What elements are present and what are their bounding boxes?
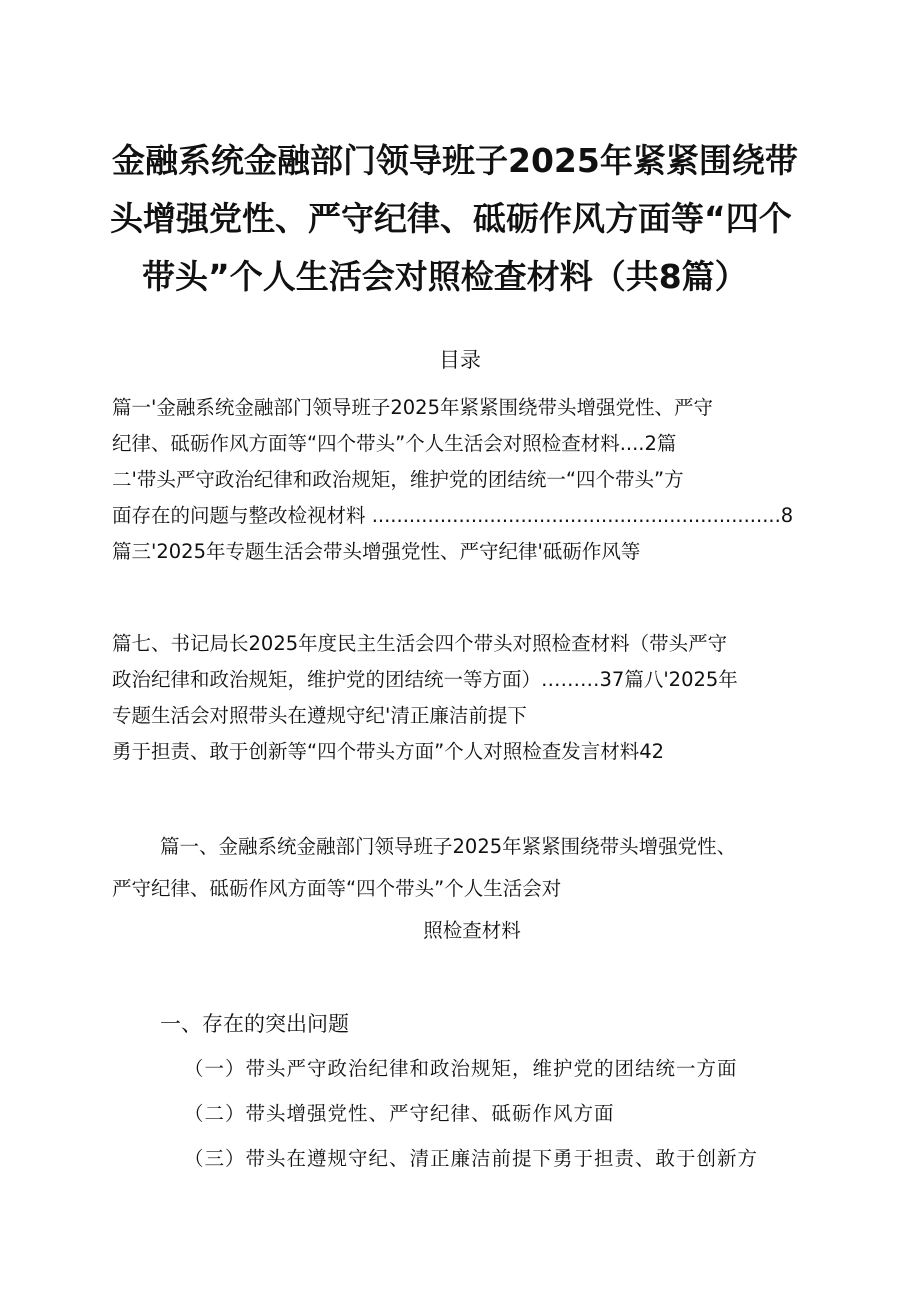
section-title-line-2: 严守纪律、砥砺作风方面等“四个带头”个人生活会对	[112, 877, 562, 900]
title-line-2: 头增强党性、严守纪律、砥砺作风方面等“四个	[110, 199, 792, 238]
heading-1: 一、存在的突出问题	[160, 1012, 349, 1036]
toc-line[interactable]: 面存在的问题与整改检视材料 ..................................................................8	[112, 504, 794, 527]
toc-block-1	[112, 390, 832, 570]
sub-item-1: （一）带头严守政治纪律和政治规矩，维护党的团结统一方面	[184, 1057, 738, 1080]
toc-block-2	[112, 626, 832, 770]
toc-line[interactable]: 篇七、书记局长2025年度民主生活会四个带头对照检查材料（带头严守	[112, 632, 728, 655]
section-title-line-1: 篇一、金融系统金融部门领导班子2025年紧紧围绕带头增强党性、	[160, 835, 737, 858]
toc-line[interactable]: 二'带头严守政治纪律和政治规矩，维护党的团结统一“四个带头”方	[112, 468, 684, 491]
section-title	[112, 826, 832, 952]
section-title-line-3: 照检查材料	[423, 919, 521, 942]
title-line-1: 金融系统金融部门领导班子2025年紧紧围绕带	[112, 141, 798, 180]
toc-line[interactable]: 专题生活会对照带头在遵规守纪'清正廉洁前提下	[112, 704, 527, 727]
toc-line[interactable]: 勇于担责、敢于创新等“四个带头方面”个人对照检查发言材料42	[112, 740, 665, 763]
toc-line[interactable]: 篇一'金融系统金融部门领导班子2025年紧紧围绕带头增强党性、严守	[112, 396, 713, 419]
toc-line[interactable]: 篇三'2025年专题生活会带头增强党性、严守纪律'砥砺作风等	[112, 540, 641, 563]
sub-item-3: （三）带头在遵规守纪、清正廉洁前提下勇于担责、敢于创新方	[184, 1147, 759, 1170]
sub-item-2: （二）带头增强党性、严守纪律、砥砺作风方面	[184, 1102, 615, 1125]
document-title	[100, 132, 830, 306]
title-line-3: 带头”个人生活会对照检查材料（共8篇）	[142, 257, 748, 296]
toc-line[interactable]: 纪律、砥砺作风方面等“四个带头”个人生活会对照检查材料....2篇	[112, 432, 677, 455]
toc-line[interactable]: 政治纪律和政治规矩，维护党的团结统一等方面）………37篇八'2025年	[112, 668, 738, 691]
toc-heading: 目录	[439, 348, 481, 372]
